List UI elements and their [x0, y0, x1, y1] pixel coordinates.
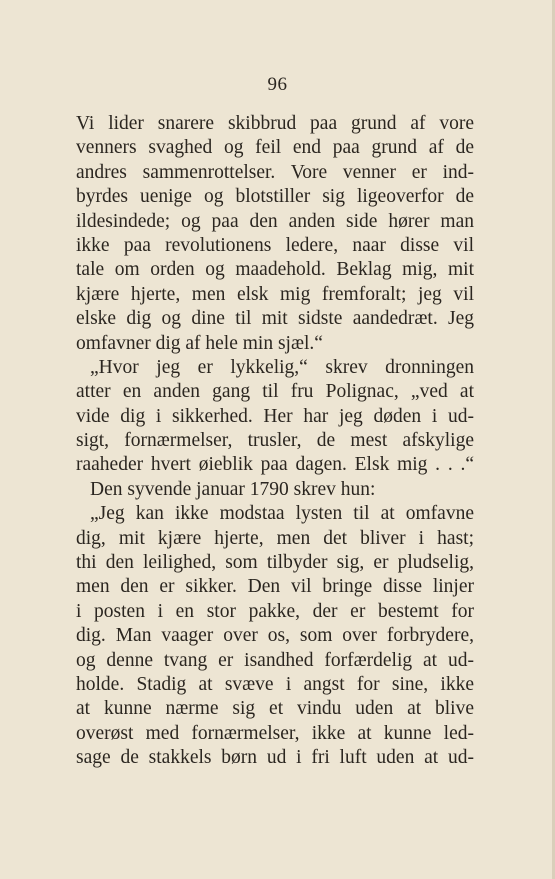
text-line: vide dig i sikkerhed. Her har jeg døden i ud-	[76, 405, 474, 427]
text-line: ikke paa revolutionens ledere, naar disse vil	[76, 234, 474, 256]
text-line: i posten i en stor pakke, der er bestemt for	[76, 600, 474, 622]
text-line: elske dig og dine til mit sidste aandedræt. Jeg	[76, 308, 474, 330]
text-line: dig. Man vaager over os, som over forbrydere,	[76, 625, 474, 647]
text-line: Den syvende januar 1790 skrev hun:	[90, 478, 376, 500]
page-number: 96	[267, 74, 288, 95]
text-line: overøst med fornærmelser, ikke at kunne led-	[76, 722, 474, 744]
text-line: omfavner dig af hele min sjæl.“	[76, 332, 323, 354]
text-line: „Jeg kan ikke modstaa lysten til at omfavne	[90, 503, 474, 525]
text-line: sage de stakkels børn ud i fri luft uden at ud-	[76, 747, 474, 769]
text-line: tale om orden og maadehold. Beklag mig, mit	[76, 259, 474, 281]
text-line: „Hvor jeg er lykkelig,“ skrev dronningen	[90, 356, 474, 378]
text-line: ildesindede; og paa den anden side hører man	[76, 210, 474, 232]
body-text	[76, 112, 474, 771]
text-line: kjære hjerte, men elsk mig fremforalt; jeg vil	[76, 283, 474, 305]
text-line: andres sammenrottelser. Vore venner er ind-	[76, 161, 474, 183]
text-line: holde. Stadig at svæve i angst for sine, ikke	[76, 673, 474, 695]
text-line: atter en anden gang til fru Polignac, „ved at	[76, 381, 474, 403]
text-line: Vi lider snarere skibbrud paa grund af vore	[76, 113, 474, 134]
text-line: dig, mit kjære hjerte, men det bliver i hast;	[76, 527, 474, 549]
text-line: thi den leilighed, som tilbyder sig, er pludselig,	[76, 552, 474, 574]
text-line: venners svaghed og feil end paa grund af de	[76, 137, 474, 159]
text-line: og denne tvang er isandhed forfærdelig at ud-	[76, 649, 474, 671]
text-line: at kunne nærme sig et vindu uden at blive	[76, 698, 474, 720]
text-line: raaheder hvert øieblik paa dagen. Elsk mig . . .“	[76, 454, 474, 476]
text-line: sigt, fornærmelser, trusler, de mest afskylige	[76, 430, 474, 452]
text-line: men den er sikker. Den vil bringe disse linjer	[76, 576, 474, 598]
text-line: byrdes uenige og blotstiller sig ligeoverfor de	[76, 186, 474, 208]
